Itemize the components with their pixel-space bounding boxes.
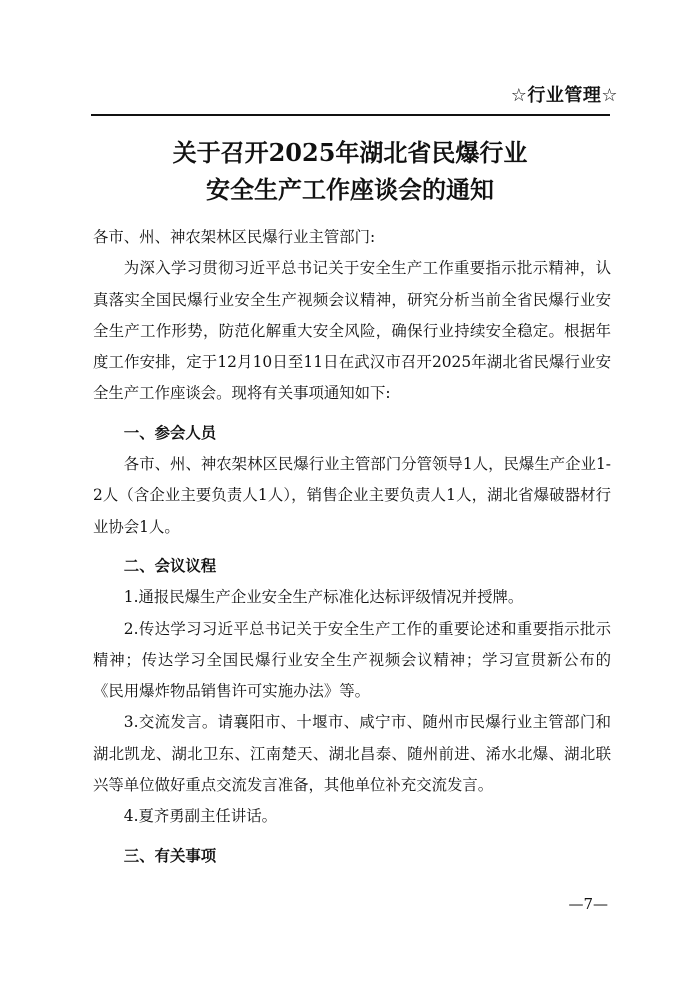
agenda-item-3: 3.交流发言。请襄阳市、十堰市、咸宁市、随州市民爆行业主管部门和湖北凯龙、湖北卫东、江南楚天、湖北昌泰、随州前进、浠水北爆、湖北联兴等单位做好重点交流发言准备，其他单位补充交流发言。: [93, 713, 611, 795]
title-line-1: 关于召开2025年湖北省民爆行业: [172, 138, 528, 167]
header-divider: [91, 114, 610, 116]
section-1-text: 各市、州、神农架林区民爆行业主管部门分管领导1人，民爆生产企业1-2人（含企业主要负责人1人），销售企业主要负责人1人，湖北省爆破器材行业协会1人。: [93, 455, 611, 536]
document-body: [93, 222, 611, 872]
document-title: [90, 134, 610, 208]
section-1-heading: 一、参会人员: [123, 423, 217, 442]
section-2-heading: 二、会议议程: [123, 556, 217, 575]
agenda-item-4: 4.夏齐勇副主任讲话。: [123, 807, 277, 826]
agenda-item-1: 1.通报民爆生产企业安全生产标准化达标评级情况并授牌。: [123, 588, 524, 607]
section-tag: ☆行业管理☆: [510, 85, 618, 106]
intro-paragraph: 为深入学习贯彻习近平总书记关于安全生产工作重要指示批示精神，认真落实全国民爆行业安全生产视频会议精神，研究分析当前全省民爆行业安全生产工作形势，防范化解重大安全风险，确保行业持续安全稳定。根据年度工作安排，定于12月10日至11日在武汉市召开2025年湖北省民爆行业安全生产工作座谈会。现将有关事项通知如下:: [93, 259, 611, 403]
section-3-heading: 三、有关事项: [123, 846, 217, 865]
page-number: —7—: [568, 895, 608, 913]
title-line-2: 安全生产工作座谈会的通知: [206, 175, 494, 204]
agenda-item-2: 2.传达学习习近平总书记关于安全生产工作的重要论述和重要指示批示精神；传达学习全国民爆行业安全生产视频会议精神；学习宣贯新公布的《民用爆炸物品销售许可实施办法》等。: [93, 619, 611, 701]
salutation: 各市、州、神农架林区民爆行业主管部门:: [93, 228, 376, 246]
